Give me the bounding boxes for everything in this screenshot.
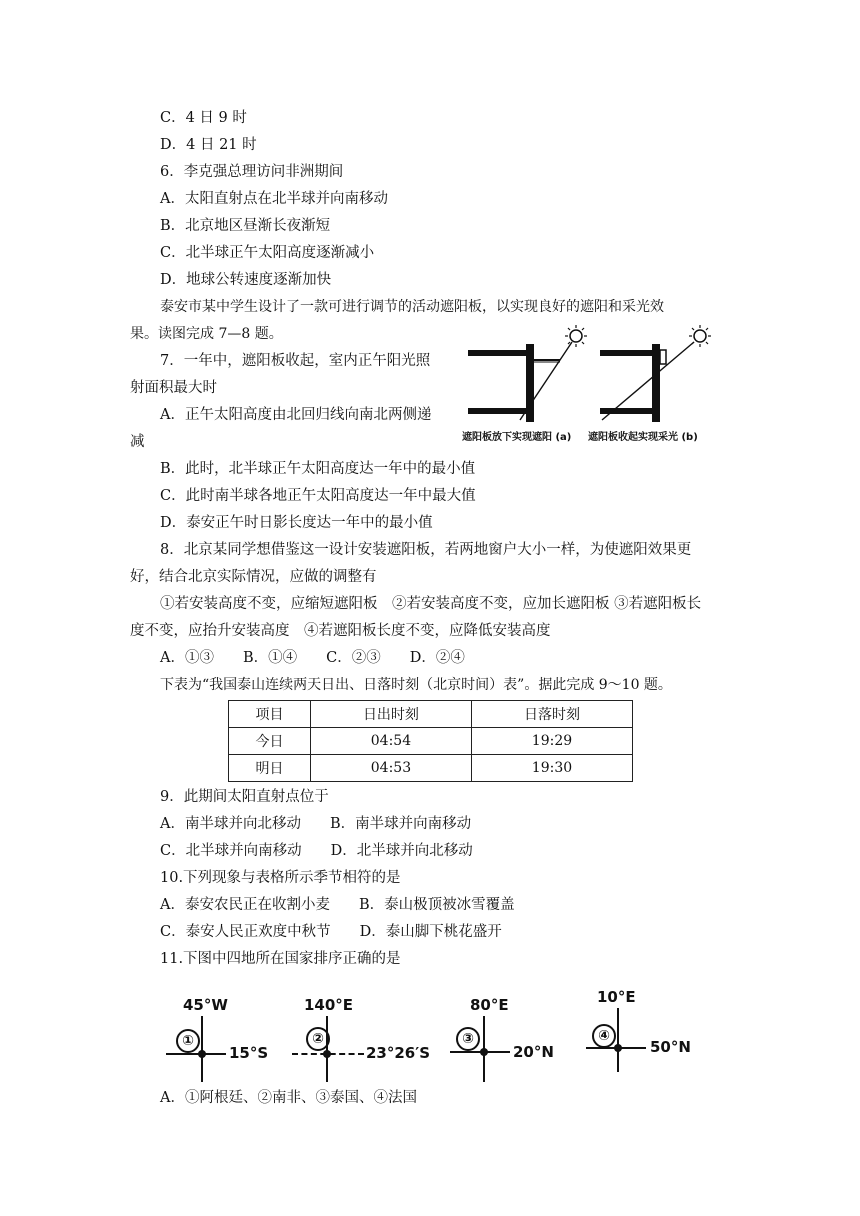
passage-text: 下表为“我国泰山连续两天日出、日落时刻（北京时间）表”。据此完成 9～10 题。 — [160, 677, 672, 693]
latitude-label: 50°N — [650, 1038, 691, 1056]
option-text: D．泰安正午时日影长度达一年中的最小值 — [160, 515, 433, 531]
option-text: A．①阿根廷、②南非、③泰国、④法国 — [160, 1090, 417, 1106]
table-header-cell: 日出时刻 — [310, 701, 471, 728]
option-text: B．此时，北半球正午太阳高度达一年中的最小值 — [160, 461, 476, 477]
option-text: D．地球公转速度逐渐加快 — [160, 272, 332, 288]
table-cell: 19:29 — [471, 728, 632, 755]
location-number: ④ — [592, 1024, 616, 1048]
question-8: 8．北京某同学想借鉴这一设计安装遮阳板，若两地窗户大小一样，为使遮阳效果更 — [160, 542, 692, 558]
option-text: A．泰安农民正在收割小麦 B．泰山极顶被冰雪覆盖 — [160, 897, 515, 913]
table-cell: 19:30 — [471, 755, 632, 782]
question-9: 9．此期间太阳直射点位于 — [160, 789, 329, 805]
question-6: 6．李克强总理访问非洲期间 — [160, 164, 344, 180]
option-text: C．北半球正午太阳高度逐渐减小 — [160, 245, 375, 261]
location-number: ③ — [456, 1027, 480, 1051]
location-dot — [480, 1048, 488, 1056]
table-header-row — [229, 701, 633, 728]
option-text: C．泰安人民正欢度中秋节 D．泰山脚下桃花盛开 — [160, 924, 502, 940]
figure-caption-a: 遮阳板放下实现遮阳 (a) — [462, 432, 572, 443]
latitude-label: 23°26′S — [366, 1044, 431, 1062]
table-header-cell: 项目 — [229, 701, 311, 728]
table-row — [229, 755, 633, 782]
latitude-label: 15°S — [229, 1044, 269, 1062]
question-8-statements: ①若安装高度不变，应缩短遮阳板 ②若安装高度不变，应加长遮阳板 ③若遮阳板长 — [160, 596, 702, 612]
option-text: C．此时南半球各地正午太阳高度达一年中最大值 — [160, 488, 476, 504]
option-text: 减 — [130, 434, 145, 450]
table-cell: 明日 — [229, 755, 311, 782]
question-11: 11.下图中四地所在国家排序正确的是 — [160, 951, 401, 967]
question-8-statements: 度不变，应抬升安装高度 ④若遮阳板长度不变，应降低安装高度 — [130, 623, 551, 639]
location-dot — [614, 1044, 622, 1052]
table-cell: 今日 — [229, 728, 311, 755]
passage-text: 泰安市某中学生设计了一款可进行调节的活动遮阳板，以实现良好的遮阳和采光效 — [160, 299, 664, 315]
longitude-label: 45°W — [183, 996, 228, 1014]
table-row — [229, 728, 633, 755]
option-text: A．正午太阳高度由北回归线向南北两侧递 — [160, 407, 432, 423]
question-10: 10.下列现象与表格所示季节相符的是 — [160, 870, 401, 886]
longitude-label: 140°E — [304, 996, 354, 1014]
option-text: C．4 日 9 时 — [160, 110, 247, 126]
meridian-line — [201, 1016, 203, 1082]
option-text: A．太阳直射点在北半球并向南移动 — [160, 191, 388, 207]
parallel-line — [166, 1053, 226, 1055]
latitude-label: 20°N — [513, 1043, 554, 1061]
question-7: 射面积最大时 — [130, 380, 217, 396]
longitude-label: 80°E — [470, 996, 509, 1014]
figure-caption-b: 遮阳板收起实现采光 (b) — [588, 432, 698, 443]
option-text: D．4 日 21 时 — [160, 137, 257, 153]
option-text: A．南半球并向北移动 B．南半球并向南移动 — [160, 816, 472, 832]
meridian-line — [326, 1016, 328, 1082]
table-cell: 04:53 — [310, 755, 471, 782]
location-number: ② — [306, 1027, 330, 1051]
question-8: 好，结合北京实际情况，应做的调整有 — [130, 569, 377, 585]
location-dot — [323, 1050, 331, 1058]
location-number: ① — [176, 1029, 200, 1053]
longitude-label: 10°E — [597, 988, 636, 1006]
question-7: 7．一年中，遮阳板收起，室内正午阳光照 — [160, 353, 431, 369]
option-text: C．北半球并向南移动 D．北半球并向北移动 — [160, 843, 473, 859]
option-text: A．①③ B．①④ C．②③ D．②④ — [160, 650, 465, 666]
table-cell: 04:54 — [310, 728, 471, 755]
sunrise-sunset-table — [228, 700, 633, 782]
meridian-line — [617, 1008, 619, 1072]
sunshade-figure — [460, 322, 720, 447]
passage-text: 果。读图完成 7—8 题。 — [130, 326, 283, 342]
location-dot — [198, 1050, 206, 1058]
table-header-cell: 日落时刻 — [471, 701, 632, 728]
option-text: B．北京地区昼渐长夜渐短 — [160, 218, 331, 234]
